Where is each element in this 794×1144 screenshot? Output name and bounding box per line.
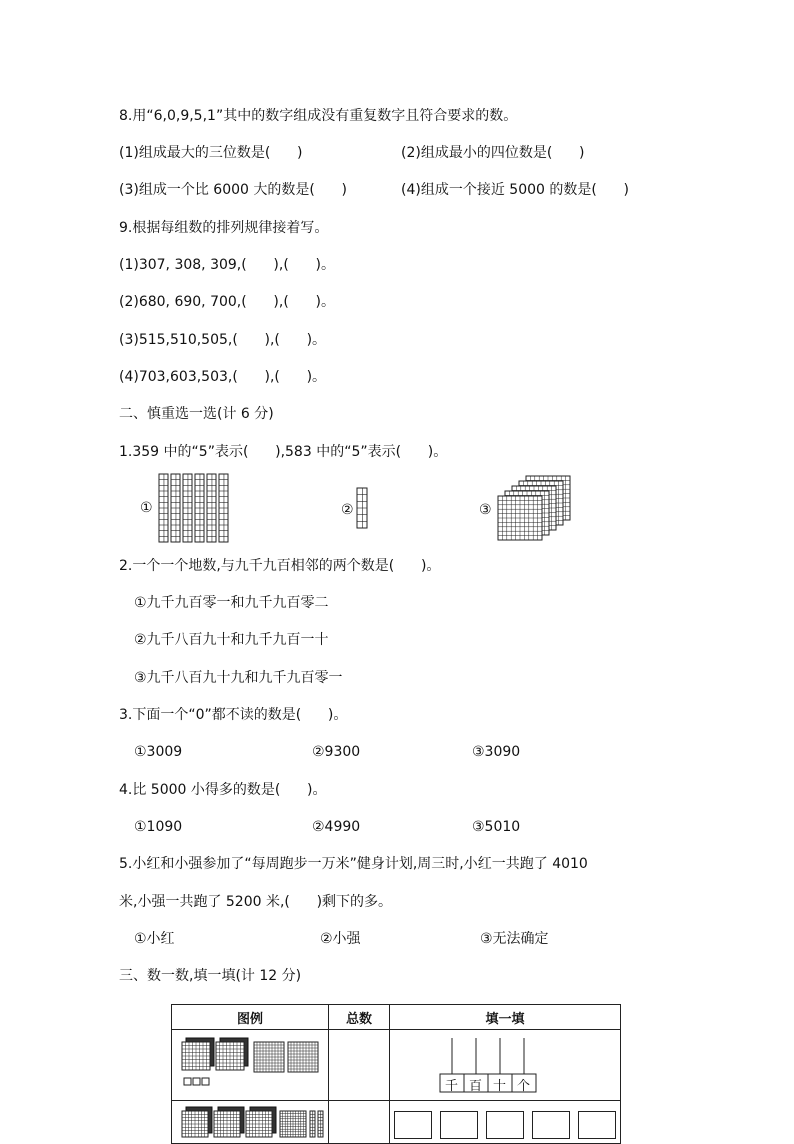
fill-cell-2 [390,1101,621,1144]
s2-q4-option-3: ③5010 [472,819,521,835]
ten-rods-figure [155,472,235,544]
marker-1: ① [140,500,153,516]
q9-item-3: (3)515,510,505,( ),( )。 [119,332,327,348]
abacus-label-hundreds: 百 [469,1079,483,1094]
q8-item-1: (1)组成最大的三位数是( ) [119,145,303,161]
s2-q5-stem-line1: 5.小红和小强参加了“每周跑步一万米”健身计划,周三时,小红一共跑了 4010 [119,856,588,872]
s2-q4-option-2: ②4990 [312,819,361,835]
s2-q2-stem: 2.一个一个地数,与九千九百相邻的两个数是( )。 [119,558,441,574]
q8-item-3: (3)组成一个比 6000 大的数是( ) [119,182,347,198]
abacus-label-ones: 个 [517,1079,531,1094]
s2-q3-option-1: ①3009 [134,744,183,760]
legend-cell-2 [172,1101,329,1144]
marker-2: ② [341,502,354,518]
fill-box-4[interactable] [532,1111,570,1139]
s2-q5-option-2: ②小强 [320,931,361,947]
legend-cell-1 [172,1030,329,1101]
q9-item-1: (1)307, 308, 309,( ),( )。 [119,257,335,273]
q8-stem: 8.用“6,0,9,5,1”其中的数字组成没有重复数字且符合要求的数。 [119,108,518,124]
s2-q5-option-3: ③无法确定 [480,931,549,947]
marker-3: ③ [479,502,492,518]
q8-item-2: (2)组成最小的四位数是( ) [401,145,585,161]
fill-box-1[interactable] [394,1111,432,1139]
s2-q2-option-2: ②九千八百九十和九千九百一十 [134,632,329,648]
section3-title: 三、数一数,填一填(计 12 分) [119,968,302,984]
s2-q5-stem-line2: 米,小强一共跑了 5200 米,( )剩下的多。 [119,894,393,910]
s2-q5-option-1: ①小红 [134,931,175,947]
s2-q3-stem: 3.下面一个“0”都不读的数是( )。 [119,707,348,723]
s2-q4-stem: 4.比 5000 小得多的数是( )。 [119,782,327,798]
abacus-label-thousands: 千 [445,1079,459,1094]
q9-stem: 9.根据每组数的排列规律接着写。 [119,220,329,236]
count-table [171,1004,621,1144]
fill-box-5[interactable] [578,1111,616,1139]
abacus-label-tens: 十 [493,1079,507,1094]
s2-q3-option-3: ③3090 [472,744,521,760]
total-cell-2[interactable] [329,1101,390,1144]
fill-box-2[interactable] [440,1111,478,1139]
header-fill: 填一填 [390,1005,621,1030]
s2-q2-option-1: ①九千九百零一和九千九百零二 [134,595,329,611]
header-legend: 图例 [172,1005,329,1030]
header-total: 总数 [329,1005,390,1030]
cubes-figure-1 [172,1030,328,1096]
abacus [390,1034,620,1096]
fill-box-3[interactable] [486,1111,524,1139]
section2-title: 二、慎重选一选(计 6 分) [119,406,274,422]
cubes-figure-2 [172,1101,328,1139]
total-cell-1[interactable] [329,1030,390,1101]
single-rod-figure [354,486,370,530]
q9-item-2: (2)680, 690, 700,( ),( )。 [119,294,335,310]
q8-item-4: (4)组成一个接近 5000 的数是( ) [401,182,629,198]
s2-q4-option-1: ①1090 [134,819,183,835]
hundred-flats-figure [494,474,580,546]
s2-q1-stem: 1.359 中的“5”表示( ),583 中的“5”表示( )。 [119,444,448,460]
fill-cell-1 [390,1030,621,1101]
s2-q3-option-2: ②9300 [312,744,361,760]
s2-q2-option-3: ③九千八百九十九和九千九百零一 [134,670,343,686]
q9-item-4: (4)703,603,503,( ),( )。 [119,369,327,385]
